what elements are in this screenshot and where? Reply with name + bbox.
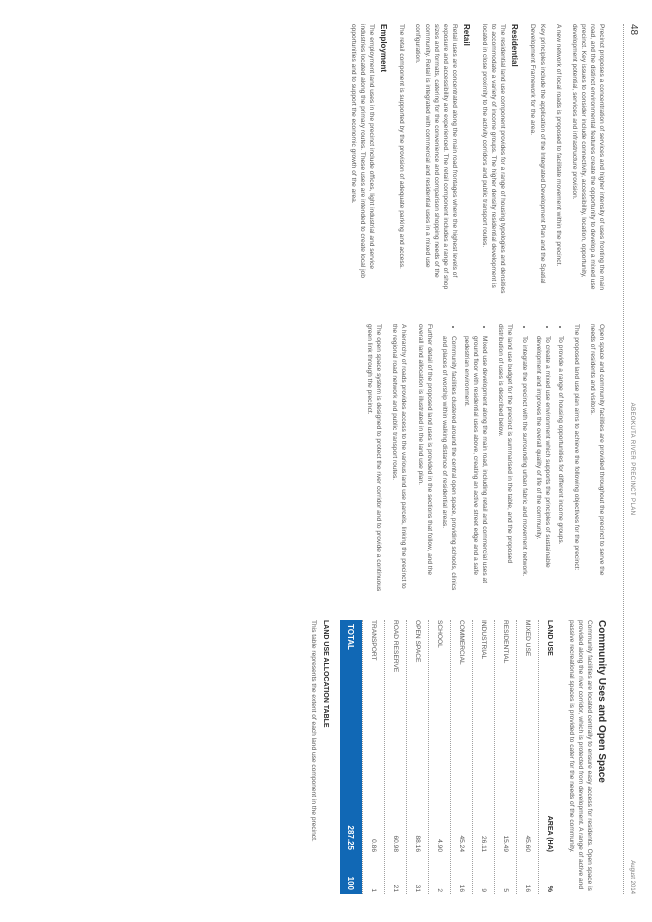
section-heading-retail: Retail [461,24,471,46]
total-area: 287.25 [346,825,356,850]
total-label: TOTAL [346,624,356,650]
table-row [384,620,406,894]
cell-area: 15.49 [501,835,509,852]
paragraph: Retail uses are concentrated along the main road frontages where the highest levels of exposure and accessibility are experienced. The retail component includes a range of shop sizes and formats, catering for the convenience and comparison shopping needs of the community. Retail is integrated with commercial and residential uses in a mixed use configuration. [414,24,458,290]
paragraph: A new network of local roads is proposed to facilitate movement within the precinct. [554,24,562,267]
table-row [406,620,428,894]
paragraph: Key principles include the application of the Integrated Development Plan and the Spatial Development Framework for the area. [529,24,546,284]
cell-land-use: INDUSTRIAL [479,620,487,660]
bullet-list [440,324,489,592]
paragraph: Precinct proposes a concentration of services and higher intensity of uses fronting the main road, and the distinct environmental features create the opportunity to develop a mixed use precinct. Key issues to consider include connectivity, accessibility, location, opportunity, development potential, services and infrastructure provision. [570,24,605,291]
paragraph: The proposed land use plan aims to achieve the following objectives for the precinct: [572,324,580,571]
paragraph: The open space system is designed to protect the river corridor and to provide a continuous green link through the precinct. [366,324,383,592]
list-item: • To provide a range of housing opportunities for different income groups. [556,336,565,592]
land-use-table [340,620,560,894]
cell-area: 45.24 [457,835,465,852]
cell-land-use: COMMERCIAL [457,620,465,665]
cell-land-use: OPEN SPACE [413,620,421,663]
table-row [516,620,538,894]
paragraph: A hierarchy of roads provides access to the various land use parcels, linking the precinct to the regional road network and public transport routes. [391,324,408,589]
column-header-area: AREA (HA) [545,815,553,852]
cell-percent: 21 [391,884,399,892]
cell-land-use: RESIDENTIAL [501,620,509,664]
paragraph: The retail component is supported by the provision of adequate parking and access. [398,24,406,269]
cell-area: 45.60 [523,835,531,852]
cell-area: 60.98 [391,835,399,852]
cell-percent: 31 [413,884,421,892]
total-percent: 100 [346,876,356,890]
table-row [428,620,450,894]
cell-area: 26.11 [479,835,487,852]
cell-land-use: SCHOOL [435,620,443,648]
page-number: 48 [628,24,639,36]
list-item: • To integrate the precinct with the surrounding urban fabric and movement network. [520,336,529,592]
table-caption-heading: LAND USE ALLOCATION TABLE [321,620,329,728]
cell-land-use: ROAD RESERVE [391,620,399,673]
cell-percent: 2 [435,888,443,892]
table-row [362,620,384,894]
table-caption: This table represents the extent of each land use component in the precinct. [309,620,317,842]
bullet-list [520,324,564,592]
cell-area: 88.16 [413,835,421,852]
paragraph: The employment land uses in the precinct include offices, light industrial and service industries located along the primary routes. These uses are intended to create local job opportunities and to support the economic growth of the area. [350,24,376,278]
cell-land-use: MIXED USE [523,620,531,657]
table-row [472,620,494,894]
table-row [450,620,472,894]
list-item: • Community facilities clustered around the central open space, providing schools, clinics and places of worship within walking distance of residential areas. [440,336,458,592]
column-header-percent: % [545,885,553,892]
table-row [494,620,516,894]
document-date: August 2014 [629,860,635,894]
list-item: • To create a mixed use environment which supports the principles of sustainable development and improves the overall quality of life of the community. [533,336,551,592]
paragraph: The residential land use component provides for a range of housing typologies and densities to accommodate a variety of income groups. The higher density residential development is located in close proximity to the activity corridors and public transport routes. [481,24,507,294]
section-heading-residential: Residential [510,24,520,67]
cell-percent: 5 [501,888,509,892]
column-left [342,24,606,294]
table-total-row [340,620,362,894]
paragraph: Further detail of the proposed land uses is provided in the sections that follow, and the overall land allocation is illustrated in the land use plan. [416,324,433,576]
column-right [301,620,606,894]
document-title: ABEOKUTA RIVER PRECINCT PLAN [629,402,635,516]
column-middle [358,324,606,592]
section-heading-community: Community Uses and Open Space [596,620,607,783]
table-header-row [538,620,560,894]
cell-area: 0.86 [369,839,377,852]
paragraph: Community facilities are located centrally to ensure easy access for residents. Open space is provided along the river corridor, which is protected from development. A range of active and passive recreational spaces is provided to cater for the needs of the community. [567,620,593,891]
list-item: • Mixed use development along the main road, including retail and commercial uses at ground floor with residential uses above, creating an active street edge and a safe pedestrian environment. [462,336,489,592]
paragraph: Open space and community facilities are provided throughout the precinct to serve the needs of residents and visitors. [588,324,605,576]
column-header-land-use: LAND USE [545,620,553,656]
cell-area: 4.90 [435,839,443,852]
paragraph: The land use budget for the precinct is summarised in the table, and the proposed distribution of uses is described below. [497,324,514,563]
cell-percent: 16 [523,884,531,892]
cell-percent: 1 [369,888,377,892]
section-heading-employment: Employment [379,24,389,73]
cell-land-use: TRANSPORT [369,620,377,661]
cell-percent: 9 [479,888,487,892]
cell-percent: 16 [457,884,465,892]
page-header [623,24,638,894]
